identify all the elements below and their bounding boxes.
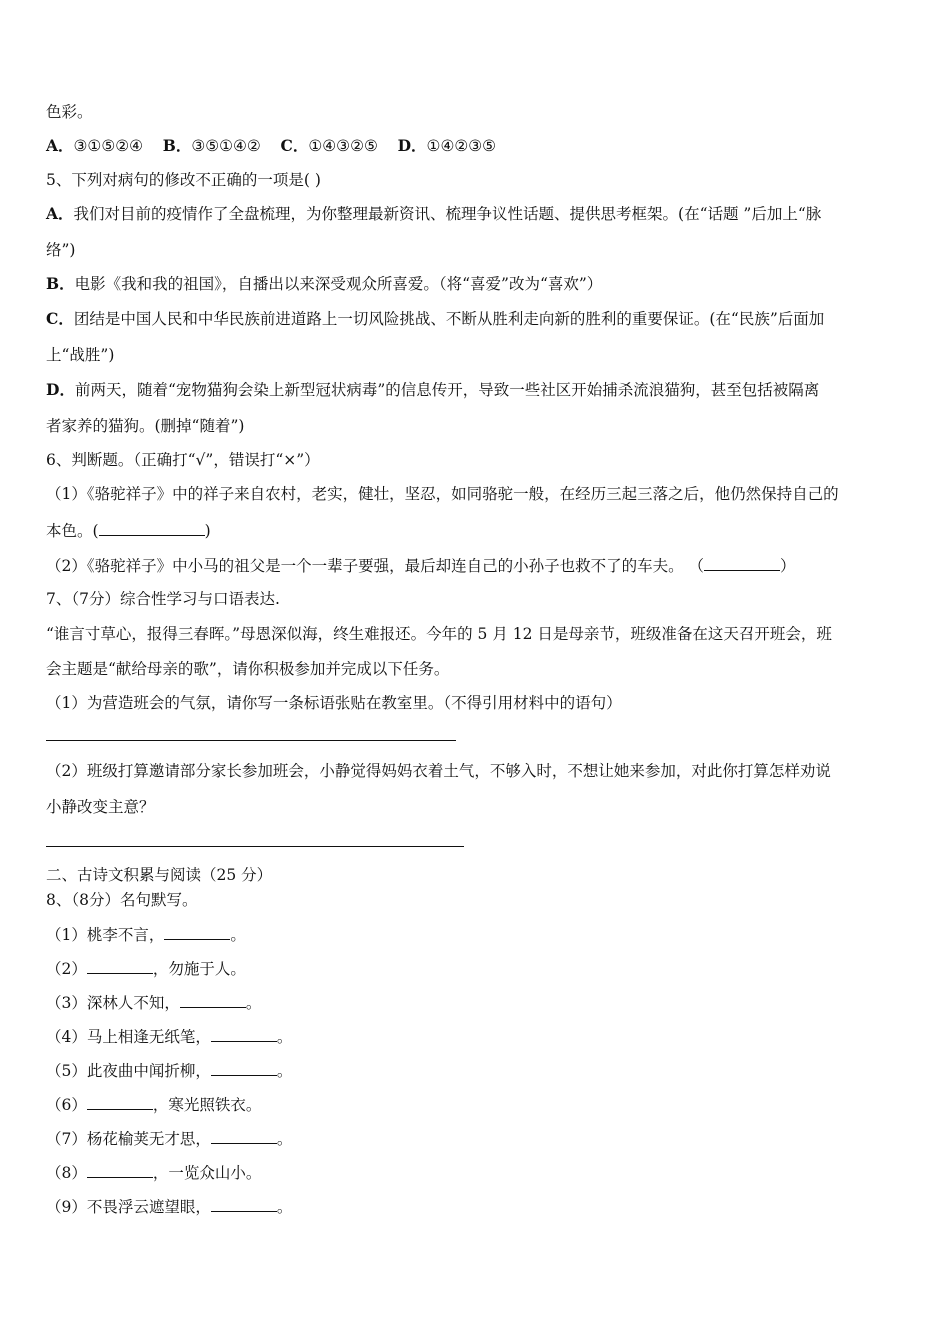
q8-item — [46, 924, 246, 945]
q8-item-prefix: （2） — [46, 960, 87, 978]
section-heading: 二、古诗文积累与阅读（25 分） — [46, 866, 273, 884]
q8-item-prefix: （7）杨花榆荚无才思， — [46, 1130, 211, 1148]
q5-option-c — [46, 309, 824, 329]
q5-option-a — [46, 204, 821, 224]
q6-stem: 6、判断题。（正确打“√”，错误打“×”） — [46, 451, 320, 469]
q7-material: “谁言寸草心，报得三春晖。”母恩深似海，终生难报还。今年的 5 月 12 日是母亲节，班级准备在这天召开班会，班 — [46, 625, 832, 643]
q8-item — [46, 958, 246, 979]
q8-item-suffix: ，一览众山小。 — [152, 1164, 262, 1182]
q6-item1-cont — [46, 520, 211, 541]
q6-item2-blank[interactable] — [704, 555, 780, 571]
q8-item-blank[interactable] — [164, 924, 230, 940]
q5-option-d-text: 前两天，随着“宠物猫狗会染上新型冠状病毒”的信息传开，导致一些社区开始捕杀流浪猫狗，甚至包括被隔离 — [74, 381, 820, 399]
q6-item2-suffix: ） — [780, 557, 796, 575]
q7-task1: （1）为营造班会的气氛，请你写一条标语张贴在教室里。（不得引用材料中的语句） — [46, 694, 622, 712]
q5-option-c-text: 团结是中国人民和中华民族前进道路上一切风险挑战、不断从胜利走向新的胜利的重要保证。(在“民族”后面加 — [73, 310, 825, 328]
q8-item-prefix: （9）不畏浮云遮望眼， — [46, 1198, 211, 1216]
q8-item-suffix: 。 — [245, 994, 262, 1012]
q4-option-a: ③①⑤②④ — [73, 137, 144, 155]
q5-option-d-label: D． — [46, 380, 75, 399]
q8-item-suffix: 。 — [276, 1130, 293, 1148]
q8-item-prefix: （4）马上相逢无纸笔， — [46, 1028, 211, 1046]
q7-task2: （2）班级打算邀请部分家长参加班会，小静觉得妈妈衣着土气，不够入时，不想让她来参加，对此你打算怎样劝说 — [46, 762, 831, 780]
q4-option-c-label: C． — [280, 136, 309, 155]
q5-option-d-cont: 者家养的猫狗。(删掉“随着”) — [46, 417, 245, 435]
q7-task2-answer-line[interactable] — [46, 846, 464, 847]
q8-item-suffix: 。 — [230, 926, 246, 944]
q8-item-blank[interactable] — [87, 958, 153, 974]
q8-item-blank[interactable] — [180, 992, 246, 1008]
q8-item-blank[interactable] — [211, 1196, 277, 1212]
q5-option-b-text: 电影《我和我的祖国》，自播出以来深受观众所喜爱。（将“喜爱”改为“喜欢”） — [74, 275, 603, 293]
q8-item — [46, 1196, 292, 1217]
q4-options — [46, 136, 496, 156]
q5-option-c-cont: 上“战胜”) — [46, 346, 115, 364]
q8-item-blank[interactable] — [87, 1162, 153, 1178]
q5-option-b — [46, 274, 602, 294]
q5-option-d — [46, 380, 819, 400]
q4-option-a-label: A． — [46, 136, 74, 155]
q5-option-a-text: 我们对目前的疫情作了全盘梳理，为你整理最新资讯、梳理争议性话题、提供思考框架。(在“话题 ”后加上“脉 — [73, 205, 822, 223]
q8-item-suffix: ，寒光照铁衣。 — [152, 1096, 262, 1114]
q8-item-prefix: （8） — [46, 1164, 87, 1182]
q8-item-blank[interactable] — [87, 1094, 153, 1110]
q7-task2-cont: 小静改变主意？ — [46, 798, 155, 816]
q8-item — [46, 1026, 292, 1047]
q8-item — [46, 1162, 261, 1183]
q8-stem: 8、（8分）名句默写。 — [46, 891, 198, 909]
q4-option-b: ③⑤①④② — [191, 137, 261, 155]
q5-option-c-label: C． — [46, 309, 74, 328]
q5-stem: 5、下列对病句的修改不正确的一项是( ) — [46, 171, 321, 189]
q6-item1-blank[interactable] — [99, 520, 205, 536]
q7-task1-answer-line[interactable] — [46, 740, 456, 741]
q6-item1-prefix: 本色。( — [46, 522, 99, 540]
q8-item-suffix: 。 — [276, 1198, 293, 1216]
q8-item — [46, 992, 261, 1013]
q4-option-c: ①④③②⑤ — [308, 137, 378, 155]
q8-item — [46, 1060, 292, 1081]
q8-item-suffix: 。 — [276, 1028, 293, 1046]
q7-stem: 7、（7分）综合性学习与口语表达. — [46, 590, 280, 608]
q8-item-prefix: （3）深林人不知， — [46, 994, 180, 1012]
q6-item2 — [46, 555, 796, 576]
q8-item — [46, 1094, 261, 1115]
q5-option-a-cont: 络”) — [46, 241, 76, 259]
q4-tail-text: 色彩。 — [46, 103, 93, 121]
q8-item — [46, 1128, 292, 1149]
q8-item-suffix: ，勿施于人。 — [152, 960, 246, 978]
q6-item1-suffix: ) — [204, 522, 211, 540]
q8-item-blank[interactable] — [211, 1026, 277, 1042]
q8-item-prefix: （5）此夜曲中闻折柳， — [46, 1062, 211, 1080]
q4-option-d-label: D． — [397, 136, 427, 155]
q7-material-cont: 会主题是“献给母亲的歌”，请你积极参加并完成以下任务。 — [46, 660, 450, 678]
q6-item2-prefix: （2）《骆驼祥子》中小马的祖父是一个一辈子要强，最后却连自己的小孙子也救不了的车夫。 （ — [46, 557, 705, 575]
q4-option-b-label: B． — [162, 136, 192, 155]
q8-item-suffix: 。 — [276, 1062, 293, 1080]
q8-item-prefix: （6） — [46, 1096, 87, 1114]
q8-item-prefix: （1）桃李不言， — [46, 926, 165, 944]
q6-item1: （1）《骆驼祥子》中的祥子来自农村，老实，健壮，坚忍，如同骆驼一般，在经历三起三落之后，他仍然保持自己的 — [46, 485, 839, 503]
q5-option-a-label: A． — [46, 204, 74, 223]
q4-option-d: ①④②③⑤ — [426, 137, 497, 155]
q5-option-b-label: B． — [46, 274, 75, 293]
q8-item-blank[interactable] — [211, 1128, 277, 1144]
q8-item-blank[interactable] — [211, 1060, 277, 1076]
